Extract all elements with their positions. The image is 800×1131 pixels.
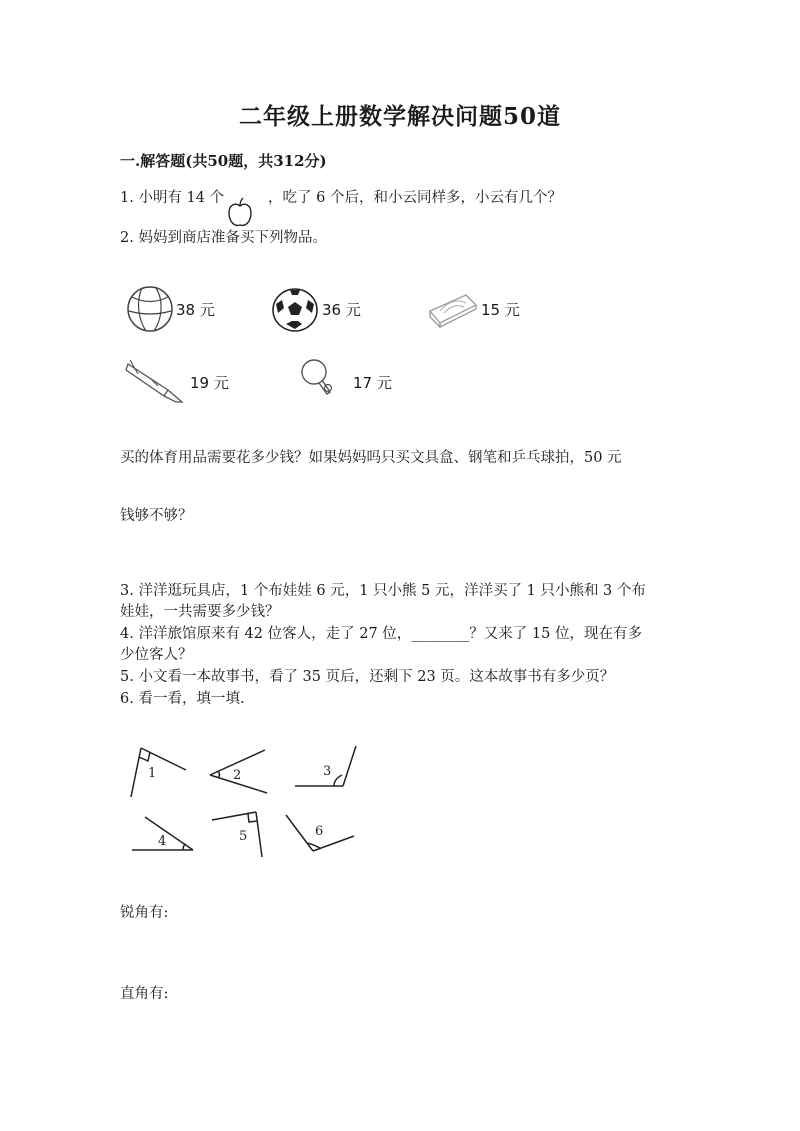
price-pen: 19 元	[190, 374, 229, 392]
q2-question-line1: 买的体育用品需要花多少钱？如果妈妈吗只买文具盒、钢笔和乒乓球拍，50 元	[120, 450, 622, 466]
price-pencil-box: 15 元	[481, 301, 520, 319]
q3-line2: 娃娃，一共需要多少钱？	[120, 604, 280, 620]
q3-line1: 3. 洋洋逛玩具店，1 个布娃娃 6 元，1 只小熊 5 元，洋洋买了 1 只小熊和 3 个布	[120, 583, 646, 599]
price-ping-pong-paddle: 17 元	[353, 374, 392, 392]
q4-line2: 少位客人？	[120, 647, 193, 663]
angle-figures	[120, 740, 370, 865]
right-angle-label: 直角有:	[120, 986, 169, 1002]
q5-text: 5. 小文看一本故事书，看了 35 页后，还剩下 23 页。这本故事书有多少页？	[120, 669, 615, 685]
section-heading: 一.解答题(共50题，共312分)	[120, 152, 327, 170]
q1-text-after: ，吃了 6 个后，和小云同样多，小云有几个？	[268, 190, 562, 206]
angle-label-3: 3	[323, 764, 332, 779]
q1-text-before: 1. 小明有 14 个	[120, 190, 225, 206]
price-soccer-ball: 36 元	[322, 301, 361, 319]
angle-1	[131, 748, 186, 797]
angle-5	[212, 812, 262, 857]
page-title: 二年级上册数学解决问题50道	[238, 103, 561, 130]
q2-question-line2: 钱够不够？	[120, 508, 193, 524]
soccer-ball-icon	[272, 288, 318, 332]
acute-angle-label: 锐角有:	[120, 905, 169, 921]
angle-label-4: 4	[158, 834, 167, 849]
price-basketball: 38 元	[176, 301, 215, 319]
pen-icon	[124, 358, 186, 406]
q4-line1: 4. 洋洋旅馆原来有 42 位客人，走了 27 位，________？又来了 15 位，现在有多	[120, 626, 642, 642]
angle-label-5: 5	[239, 829, 248, 844]
ping-pong-paddle-icon	[300, 358, 336, 398]
angle-label-2: 2	[233, 768, 242, 783]
angle-label-1: 1	[148, 766, 157, 781]
apple-icon	[226, 197, 254, 229]
q2-intro: 2. 妈妈到商店准备买下列物品。	[120, 230, 327, 246]
basketball-icon	[126, 285, 174, 333]
q6-text: 6. 看一看，填一填.	[120, 691, 245, 707]
angle-label-6: 6	[315, 824, 324, 839]
pencil-box-icon	[426, 291, 478, 327]
